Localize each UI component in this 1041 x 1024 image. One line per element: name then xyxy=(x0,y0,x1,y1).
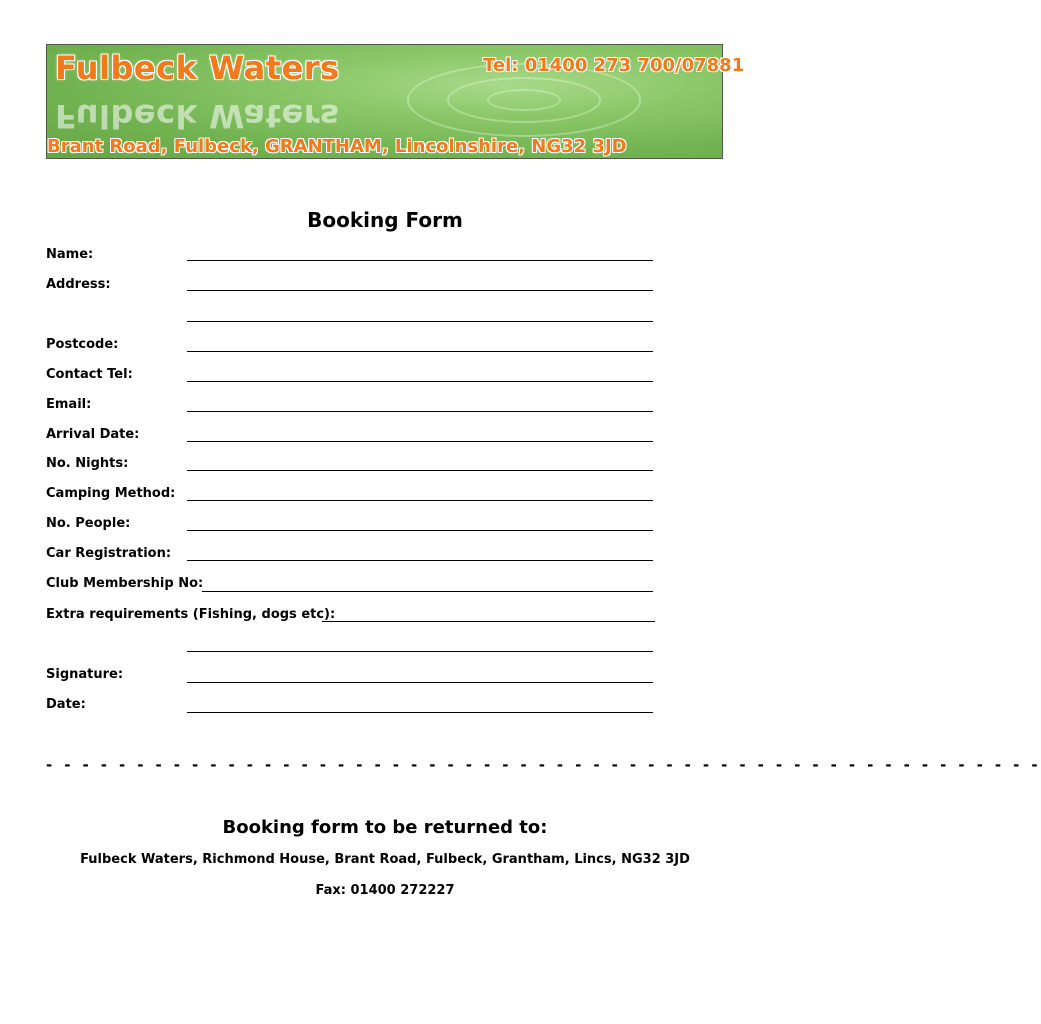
postcode-field-line[interactable] xyxy=(187,351,653,352)
postcode-label: Postcode: xyxy=(46,337,119,352)
signature-label: Signature: xyxy=(46,667,124,682)
water-ripple-graphic xyxy=(487,89,561,111)
date-field-line[interactable] xyxy=(187,712,653,713)
extra-requirements-label: Extra requirements (Fishing, dogs etc): xyxy=(46,607,336,622)
no-nights-field-line[interactable] xyxy=(187,470,653,471)
arrival-date-label: Arrival Date: xyxy=(46,427,140,442)
car-registration-field-line[interactable] xyxy=(187,560,653,561)
club-membership-field-line[interactable] xyxy=(202,591,653,592)
extra-requirements-field-line-2[interactable] xyxy=(187,651,653,652)
camping-method-field-line[interactable] xyxy=(187,500,653,501)
banner-telephone: Tel: 01400 273 700/07881 xyxy=(483,55,745,76)
banner-title: Fulbeck Waters xyxy=(55,49,340,87)
no-nights-label: No. Nights: xyxy=(46,456,129,471)
date-label: Date: xyxy=(46,697,86,712)
club-membership-label: Club Membership No: xyxy=(46,576,204,591)
banner-address: Brant Road, Fulbeck, GRANTHAM, Lincolnshire, NG32 3JD xyxy=(47,136,627,157)
address-label: Address: xyxy=(46,277,111,292)
email-label: Email: xyxy=(46,397,92,412)
address-field-line-2[interactable] xyxy=(187,321,653,322)
email-field-line[interactable] xyxy=(187,411,653,412)
return-address: Fulbeck Waters, Richmond House, Brant Road, Fulbeck, Grantham, Lincs, NG32 3JD xyxy=(80,852,690,867)
arrival-date-field-line[interactable] xyxy=(187,441,653,442)
banner-title-reflection: Fulbeck Waters xyxy=(55,97,340,135)
address-field-line[interactable] xyxy=(187,290,653,291)
contact-tel-label: Contact Tel: xyxy=(46,367,133,382)
no-people-field-line[interactable] xyxy=(187,530,653,531)
dashed-cut-line: - - - - - - - - - - - - - - - - - - - - - - - - - - - - - - - - - - - - - - - - - - - - - - - - - - - - - - - xyxy=(46,756,1041,774)
return-fax: Fax: 01400 272227 xyxy=(315,883,455,898)
return-heading: Booking form to be returned to: xyxy=(222,817,548,838)
camping-method-label: Camping Method: xyxy=(46,486,176,501)
car-registration-label: Car Registration: xyxy=(46,546,172,561)
contact-tel-field-line[interactable] xyxy=(187,381,653,382)
extra-requirements-field-line[interactable] xyxy=(322,621,655,622)
form-title: Booking Form xyxy=(307,208,463,232)
name-field-line[interactable] xyxy=(187,260,653,261)
signature-field-line[interactable] xyxy=(187,682,653,683)
name-label: Name: xyxy=(46,247,94,262)
no-people-label: No. People: xyxy=(46,516,131,531)
header-banner xyxy=(46,44,745,159)
